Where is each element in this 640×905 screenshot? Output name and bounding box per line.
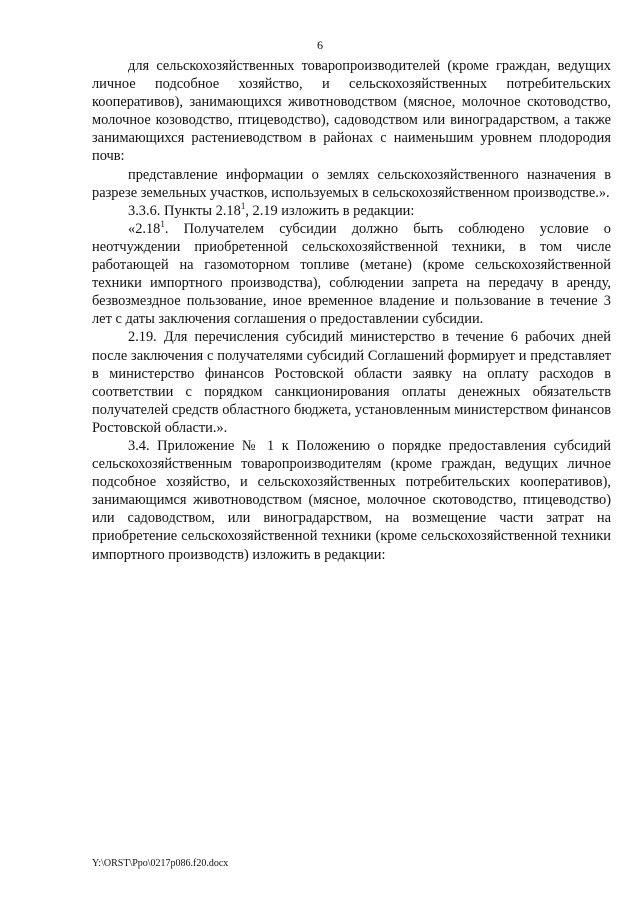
paragraph-3-4: 3.4. Приложение № 1 к Положению о порядке предоставления субсидий сельскохозяйственным товаропроизводителям (кроме граждан, ведущих личное подсобное хозяйство, и сельскохозяйственных потребительских кооперативов), занимающимся животноводством (мясное, молочное скотоводство, птицеводство) или садоводством, или виноградарством, на возмещение части затрат на приобретение сельскохозяйственной техники (кроме сельскохозяйственной техники импортного производств) изложить в редакции: [92,437,611,563]
paragraph-2-18-1-post: . Получателем субсидии должно быть соблюдено условие о неотчуждении приобретенной сельскохозяйственной техники, в том числе работающей на газомоторном топливе (метане) (кроме сельскохозяйственной техники импортного производства), соблюдении запрета на передачу в аренду, безвозмездное пользование, иное временное владение и пользование в течение 3 лет с даты заключения соглашения о предоставлении субсидии. [92,220,611,328]
paragraph-3-3-6-pre: 3.3.6. Пункты 2.18 [128,202,241,219]
paragraph-2-18-1-pre: «2.18 [128,220,161,237]
page-number: 6 [317,38,323,52]
paragraph-land-criteria-intro: для сельскохозяйственных товаропроизводителей (кроме граждан, ведущих личное подсобное хозяйство, и сельскохозяйственных потребительских кооперативов), занимающихся животноводством (мясное, молочное скотоводство, молочное козоводство, птицеводство), садоводством или виноградарством, а также занимающихся растениеводством в районах с наименьшим уровнем плодородия почв: [92,58,611,165]
paragraph-3-3-6-post: , 2.19 изложить в редакции: [245,202,415,219]
superscript-mark: 1 [160,219,165,230]
paragraph-2-19: 2.19. Для перечисления субсидий министерство в течение 6 рабочих дней после заключения с получателями субсидий Соглашений формирует и представляет в министерство финансов Ростовской области заявку на оплату расходов в соответствии с порядком санкционирования оплаты денежных обязательств получателей средств областного бюджета, установленным министерством финансов Ростовской области.». [92,329,611,436]
paragraph-3-3-6 [92,202,611,220]
file-path-footer: Y:\ORST\Ppo\0217p086.f20.docx [92,858,229,869]
paragraph-2-18-1 [92,220,611,329]
superscript-mark: 1 [240,200,246,211]
document-body [92,57,611,564]
paragraph-land-info: представление информации о землях сельскохозяйственного назначения в разрезе земельных участков, используемых в сельскохозяйственном производстве.». [92,166,611,201]
